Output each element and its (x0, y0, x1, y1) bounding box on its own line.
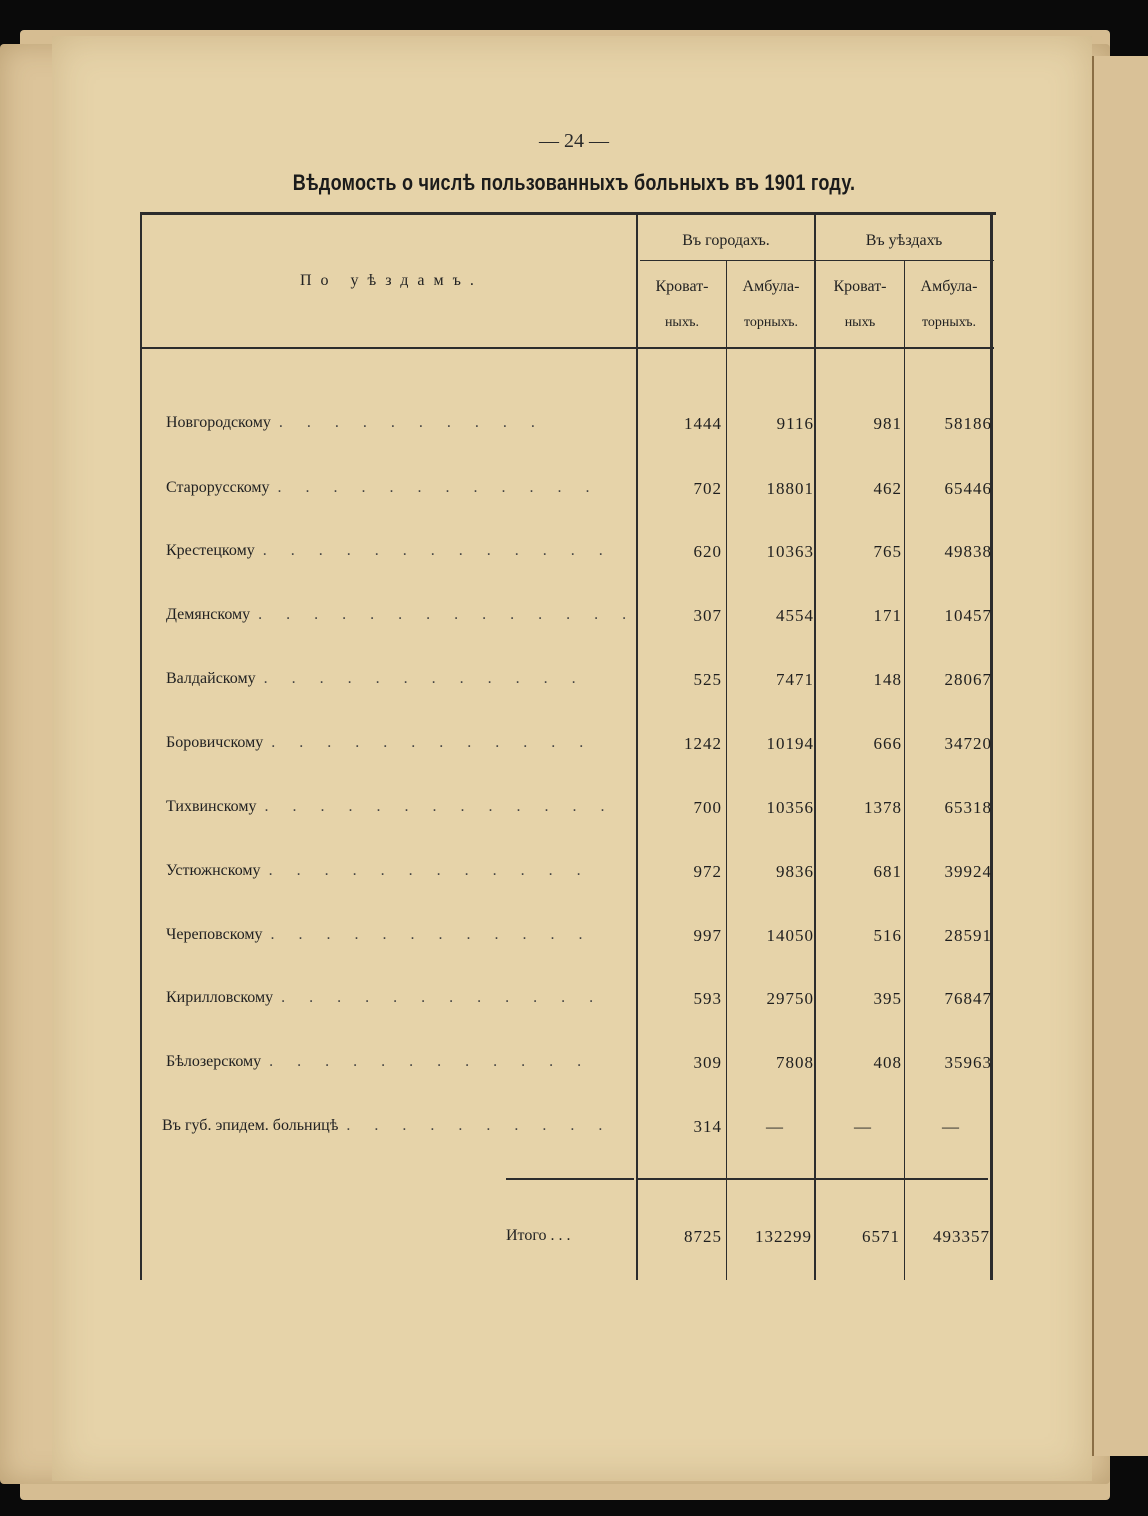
cell: 171 (873, 606, 902, 625)
cell: 65446 (944, 479, 992, 498)
cell: 10363 (766, 542, 814, 561)
cell: — (854, 1117, 872, 1136)
row-label: Старорусскому . . . . . . . . . . . . (166, 479, 600, 496)
cell: 58186 (944, 414, 992, 433)
row-label: Въ губ. эпидем. больницѣ . . . . . . . . . . (162, 1117, 613, 1134)
cell: 765 (873, 542, 902, 561)
group-header-districts: Въ уѣздахъ (865, 232, 943, 249)
cell: 76847 (944, 989, 992, 1008)
cell: 666 (873, 734, 902, 753)
col-header-districts-beds-2: ныхъ (844, 315, 876, 330)
col-header-towns-beds-1: Кроват- (655, 278, 709, 295)
cell: 700 (693, 798, 722, 817)
cell: 620 (693, 542, 722, 561)
row-label: Боровичскому . . . . . . . . . . . . (166, 734, 594, 751)
cell: 148 (873, 670, 902, 689)
cell: 9116 (776, 414, 814, 433)
cell: 49838 (944, 542, 992, 561)
row-label: Тихвинскому . . . . . . . . . . . . . (166, 798, 615, 815)
page-number: — 24 — (539, 130, 609, 152)
cell: 10457 (944, 606, 992, 625)
facing-page-edge (1092, 56, 1148, 1456)
cell: 34720 (944, 734, 992, 753)
cell: 1444 (684, 414, 722, 433)
cell: 462 (873, 479, 902, 498)
cell: 525 (693, 670, 722, 689)
row-label: Устюжнскому . . . . . . . . . . . . (166, 862, 591, 879)
row-label: Новгородскому . . . . . . . . . . (166, 414, 545, 431)
cell: 395 (873, 989, 902, 1008)
col-header-towns-beds-2: ныхъ. (664, 315, 700, 330)
cell: 14050 (766, 926, 814, 945)
total-cell: 493357 (933, 1227, 990, 1246)
cell: 981 (873, 414, 902, 433)
row-label: Кирилловскому . . . . . . . . . . . . (166, 989, 604, 1006)
col-header-towns-amb-1: Амбула- (742, 278, 800, 295)
cell: 593 (693, 989, 722, 1008)
col-header-districts-amb-2: торныхъ. (921, 315, 977, 330)
cell: 18801 (766, 479, 814, 498)
total-cell: 8725 (684, 1227, 722, 1246)
cell: 10356 (766, 798, 814, 817)
cell: 309 (693, 1053, 722, 1072)
cell: 29750 (766, 989, 814, 1008)
cell: 10194 (766, 734, 814, 753)
cell: 307 (693, 606, 722, 625)
row-label: Демянскому . . . . . . . . . . . . . . (166, 606, 636, 623)
cell: 35963 (944, 1053, 992, 1072)
cell: 4554 (776, 606, 814, 625)
col-header-districts-amb-1: Амбула- (920, 278, 978, 295)
row-label: Череповскому . . . . . . . . . . . . (166, 926, 593, 943)
cell: 28067 (944, 670, 992, 689)
row-header: По уѣздамъ. (300, 272, 483, 289)
page-title: Вѣдомость о числѣ пользованныхъ больныхъ въ 1901 году. (292, 170, 856, 195)
cell: 681 (873, 862, 902, 881)
total-label: Итого . . . (506, 1227, 571, 1244)
cell: 28591 (944, 926, 992, 945)
col-header-towns-amb-2: торныхъ. (743, 315, 799, 330)
cell: 9836 (776, 862, 814, 881)
cell: 1378 (864, 798, 902, 817)
row-label: Бѣлозерскому . . . . . . . . . . . . (166, 1053, 592, 1070)
cell: — (766, 1117, 784, 1136)
cell: 702 (693, 479, 722, 498)
cell: 408 (873, 1053, 902, 1072)
total-cell: 132299 (755, 1227, 812, 1246)
cell: 7808 (776, 1053, 814, 1072)
cell: 39924 (944, 862, 992, 881)
cell: 972 (693, 862, 722, 881)
col-header-districts-beds-1: Кроват- (833, 278, 887, 295)
cell: 7471 (776, 670, 814, 689)
total-cell: 6571 (862, 1227, 900, 1246)
cell: 314 (693, 1117, 722, 1136)
row-label: Крестецкому . . . . . . . . . . . . . (166, 542, 613, 559)
row-label: Валдайскому . . . . . . . . . . . . (166, 670, 586, 687)
group-header-towns: Въ городахъ. (682, 232, 770, 249)
cell: — (942, 1117, 960, 1136)
cell: 1242 (684, 734, 722, 753)
cell: 997 (693, 926, 722, 945)
cell: 65318 (944, 798, 992, 817)
cell: 516 (873, 926, 902, 945)
